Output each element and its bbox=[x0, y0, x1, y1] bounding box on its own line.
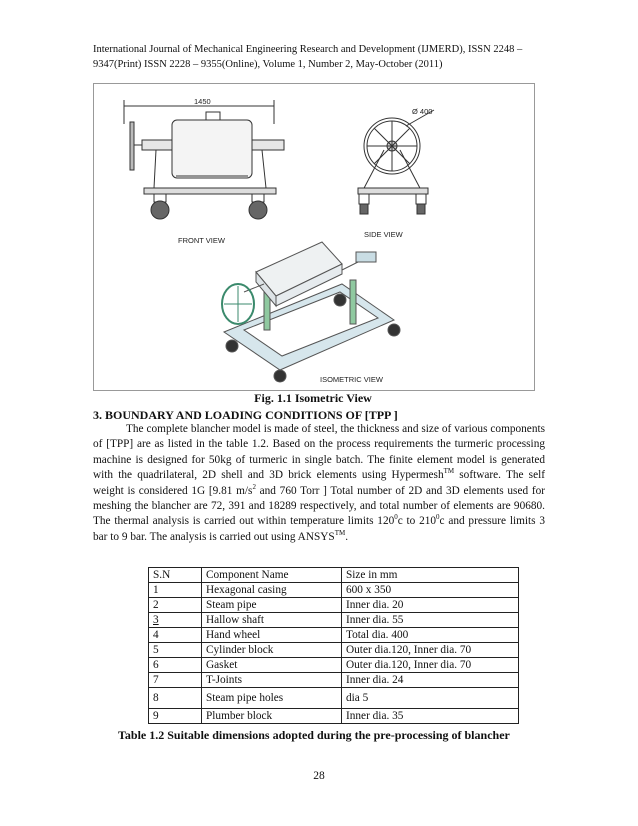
sup-degree-a: 0 bbox=[394, 513, 398, 522]
journal-header-line1: International Journal of Mechanical Engineering Research and Development (IJMERD), ISSN 2248 – bbox=[93, 44, 523, 55]
table-header-cell: Component Name bbox=[202, 568, 342, 583]
table-cell: Inner dia. 35 bbox=[342, 709, 519, 724]
table-row bbox=[149, 709, 519, 724]
para-text-1: The complete blancher model is made of steel, the thickness and size of various components of [TPP] are as listed in the table 1.2. Based on the process requirements the turmeric processing machine is designed for 50kg of turmeric in single batch. The finite element model is generated with the quadrilateral, 2D shell and 3D brick elements using Hypermesh bbox=[93, 423, 545, 482]
para-text-2: software. The self weight is considered 1G [9.81 m/s bbox=[93, 469, 545, 497]
table-cell: Gasket bbox=[202, 658, 342, 673]
table-cell: Steam pipe holes bbox=[202, 688, 342, 709]
table-cell: 6 bbox=[149, 658, 202, 673]
table-cell: Inner dia. 24 bbox=[342, 673, 519, 688]
table-cell: 3 bbox=[149, 613, 202, 628]
table-cell: 1 bbox=[149, 583, 202, 598]
table-row bbox=[149, 598, 519, 613]
journal-header-line2: 9347(Print) ISSN 2228 – 9355(Online), Volume 1, Number 2, May-October (2011) bbox=[93, 59, 443, 70]
section-paragraph bbox=[93, 422, 545, 545]
table-cell: 600 x 350 bbox=[342, 583, 519, 598]
journal-header bbox=[93, 42, 563, 72]
table-cell: dia 5 bbox=[342, 688, 519, 709]
table-cell: T-Joints bbox=[202, 673, 342, 688]
table-cell: Steam pipe bbox=[202, 598, 342, 613]
figure-blancher-views bbox=[93, 83, 535, 391]
para-text-4: c to 210 bbox=[397, 515, 437, 528]
table-cell: Plumber block bbox=[202, 709, 342, 724]
table-row bbox=[149, 613, 519, 628]
side-view-drawing bbox=[358, 110, 434, 214]
table-cell: Cylinder block bbox=[202, 643, 342, 658]
table-cell: Hand wheel bbox=[202, 628, 342, 643]
para-text-3: and 760 Torr ] Total number of 2D and 3D elements used for meshing the blancher are 72, 391 and 18289 respectively, and total number of elements are 90680. The thermal analysis is carried out within temperature limits 120 bbox=[93, 484, 545, 528]
table-header-row bbox=[149, 568, 519, 583]
table-cell: 8 bbox=[149, 688, 202, 709]
table-cell: Outer dia.120, Inner dia. 70 bbox=[342, 643, 519, 658]
table-caption: Table 1.2 Suitable dimensions adopted during the pre-processing of blancher bbox=[118, 728, 510, 742]
table-cell: 9 bbox=[149, 709, 202, 724]
table-cell: 4 bbox=[149, 628, 202, 643]
table-cell: Inner dia. 20 bbox=[342, 598, 519, 613]
side-view-label: SIDE VIEW bbox=[364, 230, 403, 239]
table-cell: Hallow shaft bbox=[202, 613, 342, 628]
table-header-cell: S.N bbox=[149, 568, 202, 583]
section-heading: 3. BOUNDARY AND LOADING CONDITIONS OF [TPP ] bbox=[93, 408, 398, 422]
para-text-6: . bbox=[345, 530, 349, 543]
table-row bbox=[149, 583, 519, 598]
table-cell: Hexagonal casing bbox=[202, 583, 342, 598]
page-number: 28 bbox=[313, 770, 325, 782]
para-text-5: c and pressure limits 3 bar to 9 bar. The analysis is carried out using ANSYS bbox=[93, 515, 545, 543]
table-row bbox=[149, 628, 519, 643]
table-cell: Outer dia.120, Inner dia. 70 bbox=[342, 658, 519, 673]
sup-tm: TM bbox=[443, 467, 455, 476]
sup-degree-b: 0 bbox=[436, 513, 440, 522]
table-cell: 2 bbox=[149, 598, 202, 613]
table-row bbox=[149, 658, 519, 673]
blancher-drawing bbox=[94, 84, 534, 390]
sup-2: 2 bbox=[252, 482, 256, 491]
dimensions-table bbox=[148, 567, 519, 724]
front-view-drawing bbox=[124, 100, 284, 219]
table-row bbox=[149, 688, 519, 709]
table-cell: 5 bbox=[149, 643, 202, 658]
table-cell: Total dia. 400 bbox=[342, 628, 519, 643]
dim-length-label: 1450 bbox=[194, 97, 211, 106]
sup-tm-2: TM bbox=[334, 529, 346, 538]
table-header-cell: Size in mm bbox=[342, 568, 519, 583]
figure-caption: Fig. 1.1 Isometric View bbox=[254, 391, 372, 405]
table-cell: Inner dia. 55 bbox=[342, 613, 519, 628]
front-view-label: FRONT VIEW bbox=[178, 236, 225, 245]
dim-diameter-label: Ø 400 bbox=[412, 107, 433, 116]
isometric-view-drawing bbox=[222, 242, 400, 382]
table-row bbox=[149, 673, 519, 688]
isometric-view-label: ISOMETRIC VIEW bbox=[320, 375, 383, 384]
table-cell: 7 bbox=[149, 673, 202, 688]
table-row bbox=[149, 643, 519, 658]
